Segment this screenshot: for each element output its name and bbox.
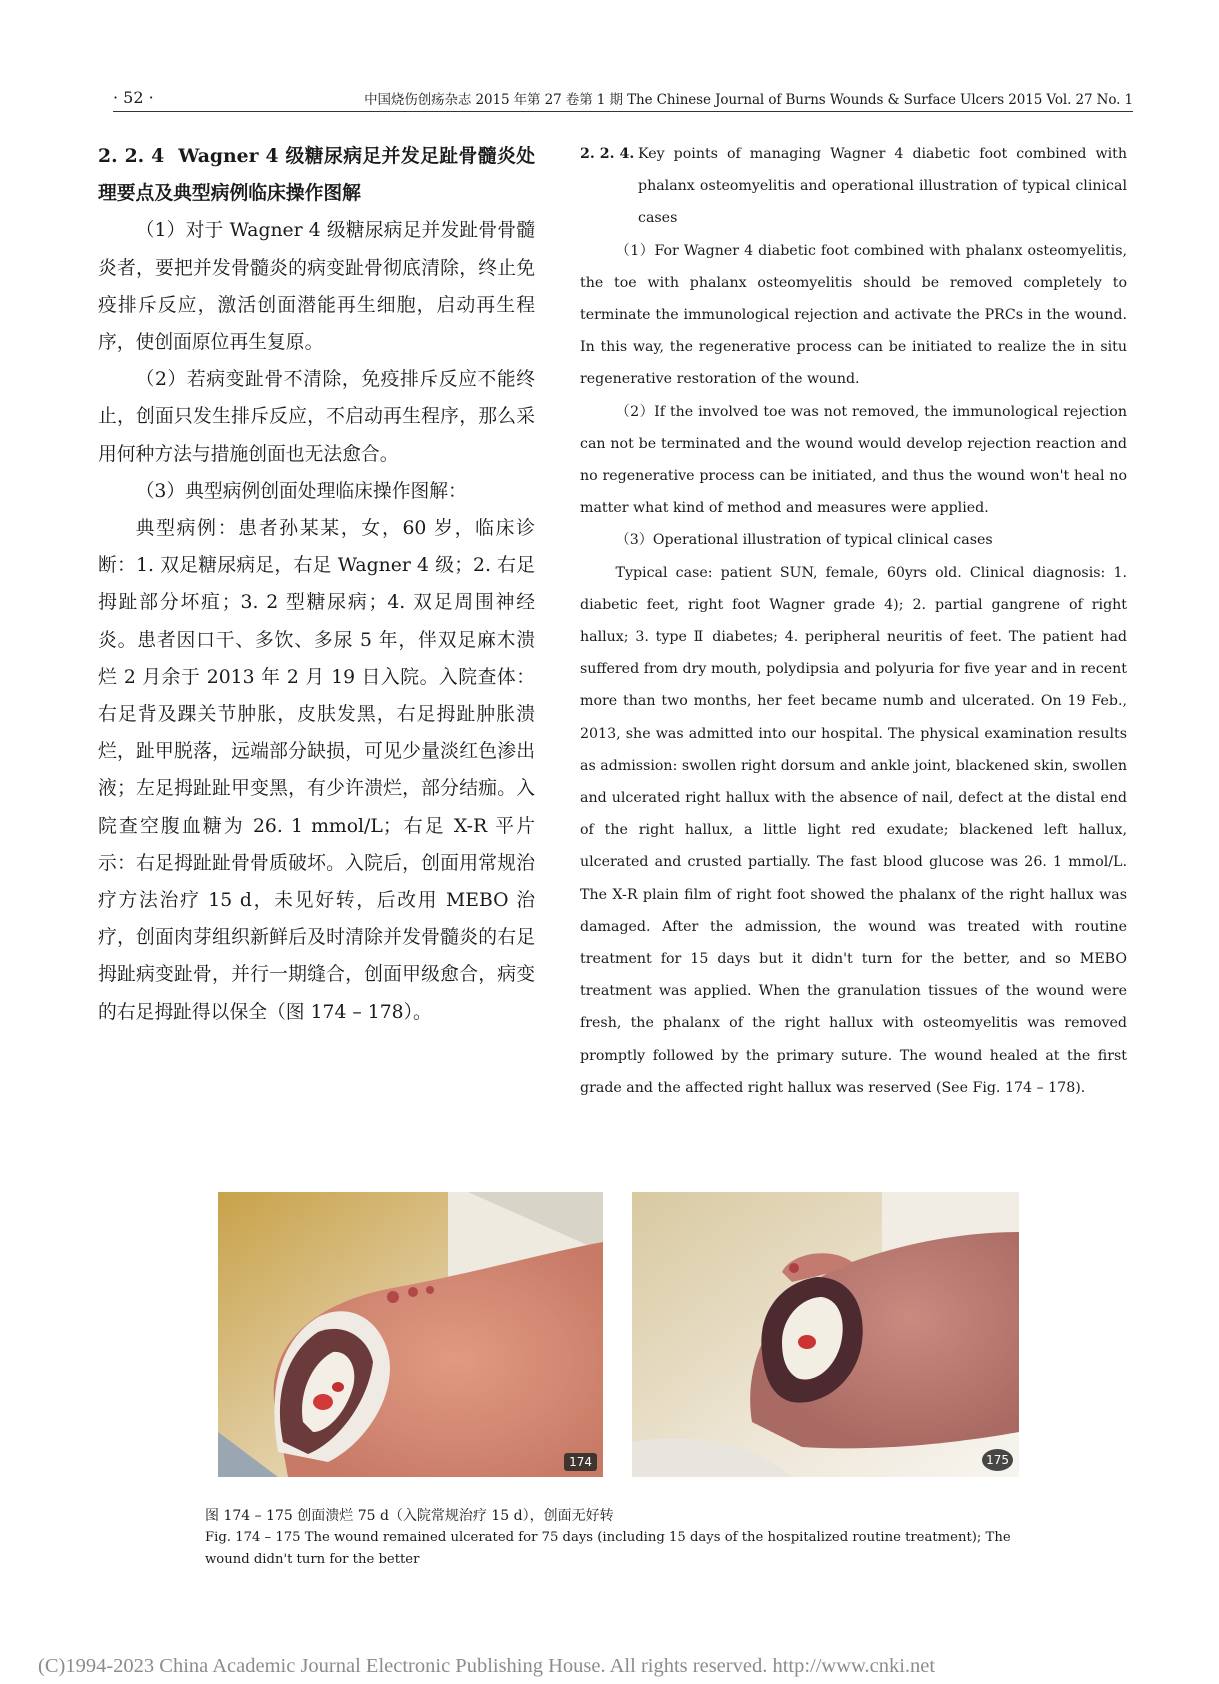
figure-175-photo	[632, 1192, 1019, 1477]
foot-photo-174	[218, 1192, 603, 1477]
figure-caption	[205, 1505, 1035, 1571]
figure-174-photo	[218, 1192, 603, 1477]
journal-title: 中国烧伤创疡杂志 2015 年第 27 卷第 1 期 The Chinese Journal of Burns Wounds & Surface Ulcers 2015 Vol. 27 No. 1	[364, 92, 1133, 108]
figure-label-174: 174	[564, 1453, 597, 1471]
en-paragraph-1: （1）For Wagner 4 diabetic foot combined with phalanx osteomyelitis, the toe with phalanx osteomyelitis should be removed completely to terminate the immunological rejection and activate the PRCs in the wound. In this way, the regenerative process can be initiated to realize the in situ regenerative restoration of the wound.	[580, 242, 1127, 388]
cn-section-title: Wagner 4 级糖尿病足并发足趾骨髓炎处理要点及典型病例临床操作图解	[98, 145, 536, 205]
en-section-heading	[580, 138, 1127, 235]
cn-section-heading	[98, 138, 535, 212]
en-paragraph-2: （2）If the involved toe was not removed, the immunological rejection can not be terminated and the wound would develop rejection reaction and no regenerative process can be initiated, and thus the wound won't heal no matter what kind of method and measures were applied.	[580, 403, 1127, 517]
caption-cn: 图 174 – 175 创面溃烂 75 d（入院常规治疗 15 d），创面无好转	[205, 1508, 614, 1524]
header-divider	[113, 111, 1133, 112]
cn-section-number: 2. 2. 4	[98, 145, 165, 167]
chinese-column	[98, 138, 535, 1031]
en-paragraph-3: （3）Operational illustration of typical clinical cases	[615, 532, 993, 549]
copyright-footer: (C)1994-2023 China Academic Journal Electronic Publishing House. All rights reserved. http://www.cnki.net	[38, 1655, 936, 1677]
cn-paragraph-4: 典型病例：患者孙某某，女，60 岁，临床诊断：1. 双足糖尿病足，右足 Wagner 4 级；2. 右足拇趾部分坏疽；3. 2 型糖尿病；4. 双足周围神经炎。患者因口干、多饮、多尿 5 年，伴双足麻木溃烂 2 月余于 2013 年 2 月 19 日入院。入院查体：右足背及踝关节肿胀，皮肤发黑，右足拇趾肿胀溃烂，趾甲脱落，远端部分缺损，可见少量淡红色渗出液；左足拇趾趾甲变黑，有少许溃烂，部分结痂。入院查空腹血糖为 26. 1 mmol/L；右足 X-R 平片示：右足拇趾趾骨骨质破坏。入院后，创面用常规治疗方法治疗 15 d，未见好转，后改用 MEBO 治疗，创面肉芽组织新鲜后及时清除并发骨髓炎的右足拇趾病变趾骨，并行一期缝合，创面甲级愈合，病变的右足拇趾得以保全（图 174 – 178）。	[98, 518, 535, 1023]
cn-paragraph-2: （2）若病变趾骨不清除，免疫排斥反应不能终止，创面只发生排斥反应，不启动再生程序，那么采用何种方法与措施创面也无法愈合。	[98, 369, 535, 465]
cn-paragraph-1: （1）对于 Wagner 4 级糖尿病足并发趾骨骨髓炎者，要把并发骨髓炎的病变趾骨彻底清除，终止免疫排斥反应，激活创面潜能再生细胞，启动再生程序，使创面原位再生复原。	[98, 220, 535, 354]
page-number: · 52 ·	[113, 88, 154, 107]
cn-paragraph-3: （3）典型病例创面处理临床操作图解：	[135, 480, 467, 502]
running-header	[113, 88, 1133, 110]
en-paragraph-4: Typical case: patient SUN, female, 60yrs old. Clinical diagnosis: 1. diabetic feet, right foot Wagner grade 4); 2. partial gangrene of right hallux; 3. type Ⅱ diabetes; 4. peripheral neuritis of feet. The patient had suffered from dry mouth, polydipsia and polyuria for five year and in recent more than two months, her feet became numb and ulcerated. On 19 Feb., 2013, she was admitted into our hospital. The physical examination results as admission: swollen right dorsum and ankle joint, blackened skin, swollen and ulcerated right hallux with the absence of nail, defect at the distal end of the right hallux, a little light red exudate; blackened left hallux, ulcerated and crusted partially. The fast blood glucose was 26. 1 mmol/L. The X-R plain film of right foot showed the phalanx of the right hallux was damaged. After the admission, the wound was treated with routine treatment for 15 days but it didn't turn for the better, and so MEBO treatment was applied. When the granulation tissues of the wound were fresh, the phalanx of the right hallux with osteomyelitis was removed promptly followed by the primary suture. The wound healed at the first grade and the affected right hallux was reserved (See Fig. 174 – 178).	[580, 564, 1127, 1096]
en-section-number: 2. 2. 4.	[580, 146, 635, 162]
caption-en: Fig. 174 – 175 The wound remained ulcerated for 75 days (including 15 days of the hospitalized routine treatment); The wound didn't turn for the better	[205, 1530, 1011, 1567]
figure-label-175: 175	[982, 1449, 1013, 1471]
english-column	[580, 138, 1127, 1104]
en-section-title: Key points of managing Wagner 4 diabetic foot combined with phalanx osteomyelitis and operational illustration of typical clinical cases	[638, 146, 1127, 227]
foot-photo-175	[632, 1192, 1019, 1477]
